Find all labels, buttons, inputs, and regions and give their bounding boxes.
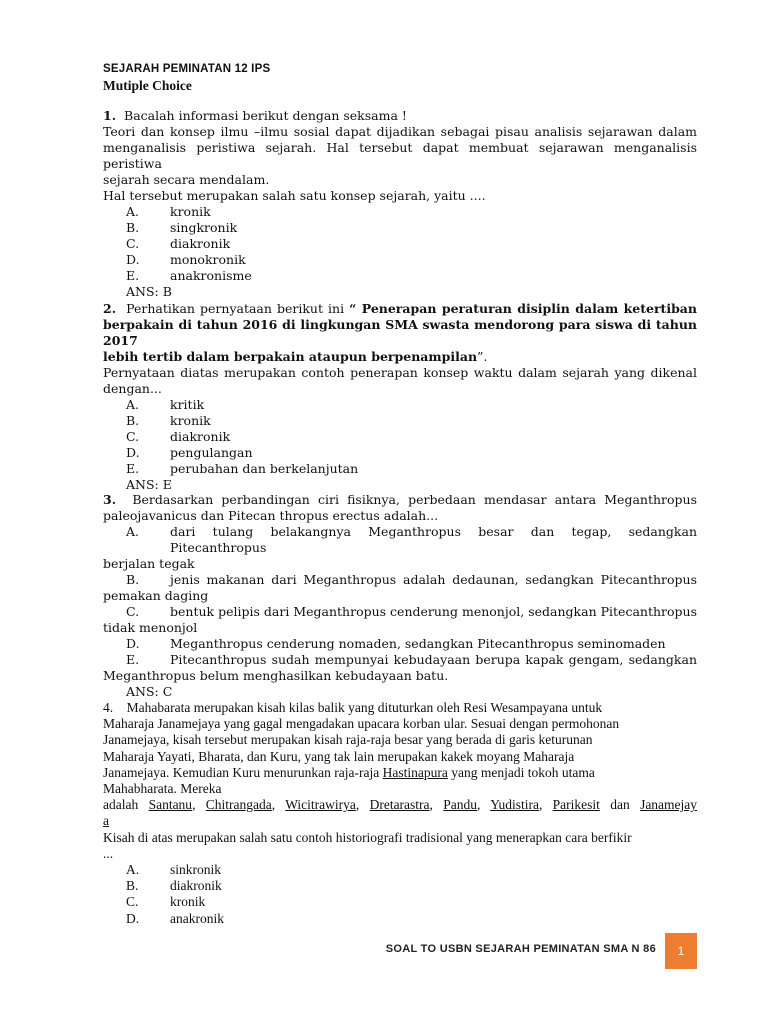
q3-text-line: paleojavanicus dan Pitecan thropus erectus adalah...: [103, 508, 439, 523]
q1-text-line: menganalisis peristiwa sejarah. Hal tersebut dapat membuat sejarawan menganalisis peristiwa: [103, 140, 697, 171]
q2-answer: ANS: E: [126, 477, 172, 492]
q3-option-a[interactable]: A. dari tulang belakangnya Meganthropus besar dan tegap, sedangkan Pitecanthropus berjalan tegak: [103, 524, 697, 571]
question-2: [103, 301, 697, 493]
question-3: [103, 492, 697, 700]
q2-text-line: dengan...: [103, 381, 162, 396]
q1-option-c[interactable]: C. diakronik: [126, 236, 231, 251]
link-name[interactable]: Pandu: [443, 797, 477, 813]
q4-option-d[interactable]: D. anakronik: [126, 910, 224, 926]
q3-answer: ANS: C: [126, 684, 173, 699]
page-header: [103, 62, 270, 94]
q4-text-line: Janamejaya, kisah tersebut merupakan kisah raja-raja besar yang berada di garis keturunan: [103, 732, 593, 748]
q4-names-line: adalah Santanu, Chitrangada, Wicitrawirya, Dretarastra, Pandu, Yudistira, Parikesit dan Janamejay: [103, 797, 698, 813]
q2-intro: 2. Perhatikan pernyataan berikut ini “ Penerapan peraturan disiplin dalam ketertiban: [103, 301, 697, 316]
q1-option-a[interactable]: A. kronik: [126, 204, 211, 219]
link-name[interactable]: Dretarastra: [369, 797, 430, 813]
q1-option-d[interactable]: D. monokronik: [126, 252, 246, 267]
q4-names-wrap: a: [103, 813, 109, 829]
q2-option-c[interactable]: C. diakronik: [126, 429, 231, 444]
q4-question: Kisah di atas merupakan salah satu contoh historiografi tradisional yang menerapkan cara berfikir: [103, 829, 632, 845]
q1-question: Hal tersebut merupakan salah satu konsep sejarah, yaitu ....: [103, 188, 486, 203]
q2-quote-line: berpakain di tahun 2016 di lingkungan SMA swasta mendorong para siswa di tahun 2017: [103, 317, 697, 348]
q1-answer: ANS: B: [126, 284, 172, 299]
q2-option-b[interactable]: B. kronik: [126, 413, 211, 428]
footer-title: SOAL TO USBN SEJARAH PEMINATAN SMA N 86: [385, 943, 656, 955]
q3-text-line: 3. Berdasarkan perbandingan ciri fisiknya, perbedaan mendasar antara Meganthropus: [103, 492, 697, 507]
link-name[interactable]: Chitrangada: [205, 797, 272, 813]
page-number-badge: 1: [665, 933, 697, 969]
q1-text-line: Teori dan konsep ilmu –ilmu sosial dapat dijadikan sebagai pisau analisis sejarawan dalam: [103, 124, 697, 139]
q4-text-line: Janamejaya. Kemudian Kuru menurunkan raja-raja Hastinapura yang menjadi tokoh utama: [103, 764, 595, 780]
link-name[interactable]: Parikesit: [552, 797, 600, 813]
link-name[interactable]: Santanu: [148, 797, 193, 813]
q2-option-e[interactable]: E. perubahan dan berkelanjutan: [126, 461, 359, 476]
question-4: [103, 700, 697, 927]
q2-option-d[interactable]: D. pengulangan: [126, 445, 253, 460]
q1-option-e[interactable]: E. anakronisme: [126, 268, 252, 283]
question-1: [103, 108, 697, 300]
q4-text-line: Mahabharata. Mereka: [103, 781, 222, 797]
q3-option-d[interactable]: D. Meganthropus cenderung nomaden, sedangkan Pitecanthropus seminomaden: [126, 636, 666, 651]
q1-option-b[interactable]: B. singkronik: [126, 220, 238, 235]
link-name[interactable]: Yudistira: [490, 797, 539, 813]
q3-option-e[interactable]: E. Pitecanthropus sudah mempunyai kebudayaan berupa kapak gengam, sedangkan Meganthropus belum menghasilkan kebudayaan batu.: [103, 652, 697, 683]
q4-text-line: Maharaja Yayati, Bharata, dan Kuru, yang tak lain merupakan kakek moyang Maharaja: [103, 748, 575, 764]
q4-question-cont: ...: [103, 845, 114, 861]
q2-quote-line: lebih tertib dalam berpakain ataupun berpenampilan”.: [103, 349, 488, 364]
link-name[interactable]: Wicitrawirya: [285, 797, 356, 813]
q4-option-c[interactable]: C. kronik: [126, 894, 206, 910]
q1-text-line: sejarah secara mendalam.: [103, 172, 270, 187]
link-hastinapura[interactable]: Hastinapura: [382, 764, 448, 780]
subject-title: SEJARAH PEMINATAN 12 IPS: [103, 63, 271, 75]
q4-option-b[interactable]: B. diakronik: [126, 878, 222, 894]
q4-text-line: Maharaja Janamejaya yang gagal mengadakan upacara korban ular. Sesuai dengan permohonan: [103, 716, 620, 732]
q2-text-line: Pernyataan diatas merupakan contoh penerapan konsep waktu dalam sejarah yang dikenal: [103, 365, 697, 380]
q4-option-a[interactable]: A. sinkronik: [126, 862, 222, 878]
q1-intro: 1. Bacalah informasi berikut dengan seksama !: [103, 108, 407, 123]
q2-option-a[interactable]: A. kritik: [126, 397, 205, 412]
q3-option-b[interactable]: B. jenis makanan dari Meganthropus adalah dedaunan, sedangkan Pitecanthropus pemakan daging: [103, 572, 697, 603]
q4-text-line: 4. Mahabarata merupakan kisah kilas balik yang dituturkan oleh Resi Wesampayana untuk: [103, 700, 603, 715]
section-type: Mutiple Choice: [103, 78, 192, 93]
link-janamejaya[interactable]: Janamejay: [640, 797, 698, 813]
q3-option-c[interactable]: C. bentuk pelipis dari Meganthropus cenderung menonjol, sedangkan Pitecanthropus tidak menonjol: [103, 604, 697, 635]
